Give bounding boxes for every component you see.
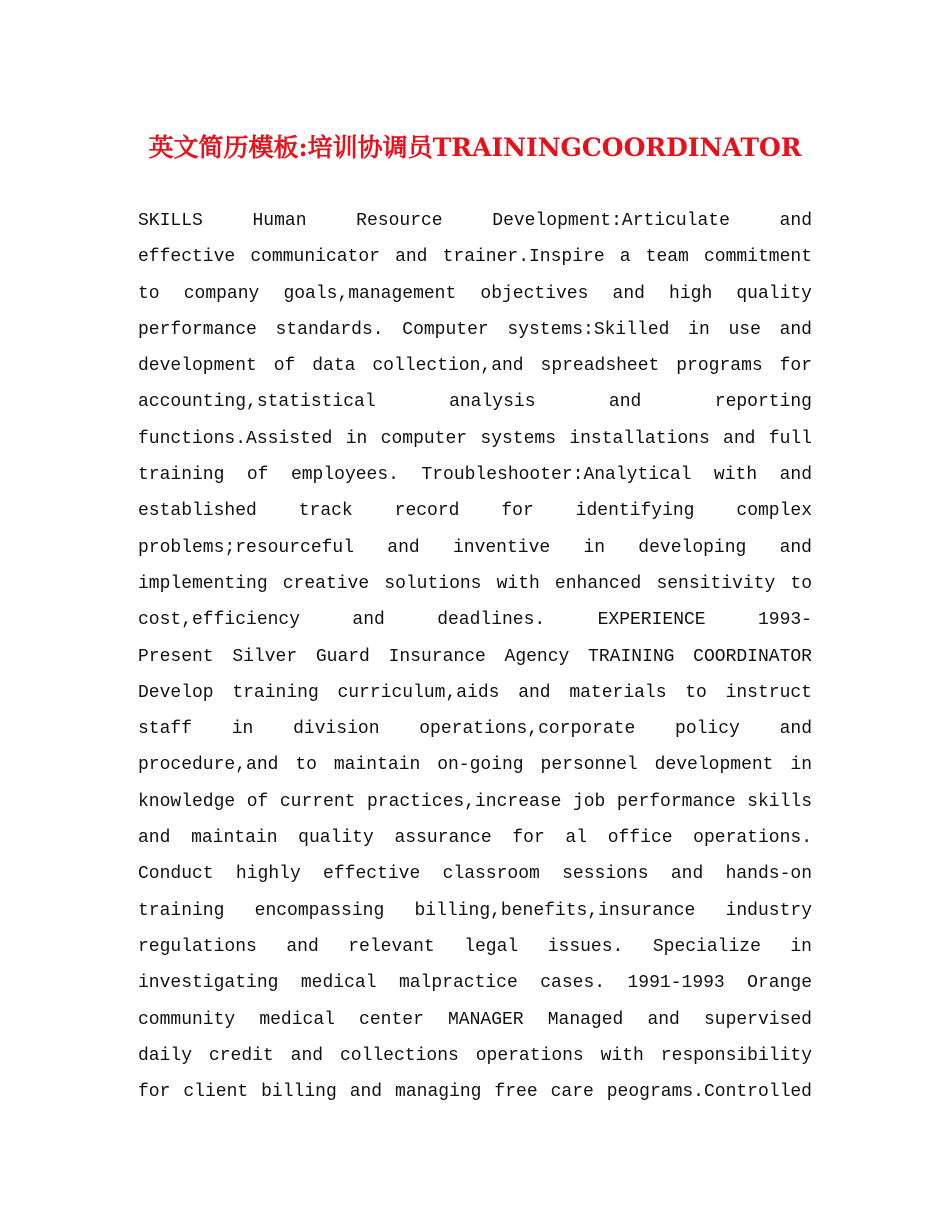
body-line: development of data collection,and spreadsheet programs for <box>138 356 812 377</box>
body-line: community medical center MANAGER Managed and supervised <box>138 1009 812 1030</box>
body-line: daily credit and collections operations with responsibility <box>138 1045 812 1066</box>
body-line: and maintain quality assurance for al office operations. <box>138 828 812 849</box>
body-line: Develop training curriculum,aids and materials to instruct <box>138 682 812 703</box>
body-line: Present Silver Guard Insurance Agency TRAINING COORDINATOR <box>138 646 812 667</box>
body-line: training encompassing billing,benefits,insurance industry <box>138 900 812 921</box>
body-line: effective communicator and trainer.Inspire a team commitment <box>138 247 812 268</box>
page-title: 英文简历模板:培训协调员TRAININGCOORDINATOR <box>148 133 802 162</box>
body-line: functions.Assisted in computer systems installations and full <box>138 428 812 449</box>
body-line: Conduct highly effective classroom sessions and hands-on <box>138 864 812 885</box>
body-line: regulations and relevant legal issues. Specialize in <box>138 936 812 957</box>
body-line: staff in division operations,corporate policy and <box>138 719 812 740</box>
body-line: knowledge of current practices,increase job performance skills <box>138 791 812 812</box>
body-line: to company goals,management objectives and high quality <box>138 283 812 304</box>
body-line: for client billing and managing free care peograms.Controlled <box>138 1082 812 1103</box>
body-line: procedure,and to maintain on-going personnel development in <box>138 755 812 776</box>
body-line: implementing creative solutions with enhanced sensitivity to <box>138 573 812 594</box>
body-line: accounting,statistical analysis and reporting <box>138 392 812 413</box>
resume-body <box>138 203 812 1110</box>
body-line: problems;resourceful and inventive in developing and <box>138 537 812 558</box>
body-line: SKILLS Human Resource Development:Articulate and <box>138 211 812 231</box>
body-line: cost,efficiency and deadlines. EXPERIENCE 1993- <box>138 610 812 631</box>
body-line: investigating medical malpractice cases. 1991-1993 Orange <box>138 973 812 994</box>
body-line: performance standards. Computer systems:Skilled in use and <box>138 319 812 340</box>
body-line: established track record for identifying complex <box>138 501 812 522</box>
body-line: training of employees. Troubleshooter:Analytical with and <box>138 465 812 486</box>
